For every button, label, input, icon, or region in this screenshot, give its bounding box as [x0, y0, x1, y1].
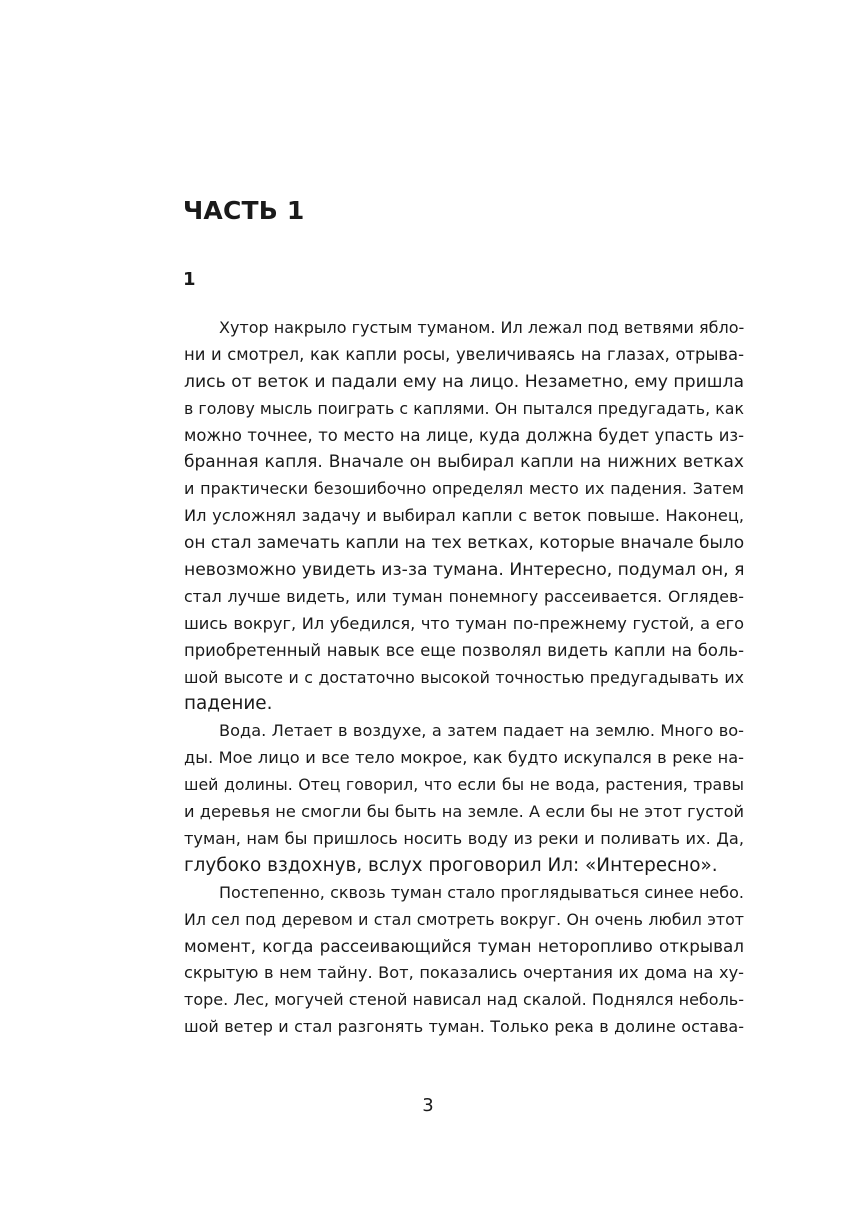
text-line: лись от веток и падали ему на лицо. Незаметно, ему пришла [184, 371, 744, 392]
page-number: 3 [422, 1095, 434, 1116]
text-line: в голову мысль поиграть с каплями. Он пытался предугадать, как [184, 398, 744, 418]
text-line: скрытую в нем тайну. Вот, показались очертания их дома на ху- [184, 963, 744, 983]
paragraph-1 [149, 315, 744, 718]
text-line: можно точнее, то место на лице, куда должна будет упасть из- [184, 425, 744, 445]
text-line: момент, когда рассеивающийся туман неторопливо открывал [184, 936, 744, 957]
paragraph-3 [149, 880, 744, 1041]
text-line: стал лучше видеть, или туман понемногу рассеивается. Оглядев- [184, 586, 744, 606]
text-line: шись вокруг, Ил убедился, что туман по-прежнему густой, а его [184, 613, 744, 633]
text-line: шой высоте и с достаточно высокой точностью предугадывать их [184, 667, 744, 687]
text-line: туман, нам бы пришлось носить воду из реки и поливать их. Да, [184, 828, 744, 848]
text-line: Хутор накрыло густым туманом. Ил лежал под ветвями ябло- [219, 318, 745, 337]
text-line: Ил сел под деревом и стал смотреть вокруг. Он очень любил этот [184, 909, 744, 929]
text-line: Постепенно, сквозь туман стало проглядываться синее небо. [219, 882, 744, 902]
text-line: ни и смотрел, как капли росы, увеличиваясь на глазах, отрыва- [184, 344, 744, 364]
text-line: ды. Мое лицо и все тело мокрое, как будто искупался в реке на- [184, 748, 744, 768]
text-line: бранная капля. Вначале он выбирал капли на нижних ветках [184, 452, 744, 473]
text-line: и деревья не смогли бы быть на земле. А если бы не этот густой [184, 802, 744, 822]
text-line: приобретенный навык все еще позволял видеть капли на боль- [184, 640, 744, 660]
text-line: и практически безошибочно определял место их падения. Затем [184, 479, 744, 499]
text-line: он стал замечать капли на тех ветках, которые вначале было [184, 533, 745, 554]
text-line: Ил усложнял задачу и выбирал капли с веток повыше. Наконец, [184, 506, 744, 526]
text-line: невозможно увидеть из-за тумана. Интересно, подумал он, я [184, 560, 745, 581]
chapter-number: 1 [183, 269, 196, 290]
text-line: торе. Лес, могучей стеной нависал над скалой. Поднялся неболь- [184, 990, 744, 1010]
text-line: падение. [184, 693, 273, 715]
paragraph-2 [149, 718, 744, 879]
text-line: Вода. Летает в воздухе, а затем падает на землю. Много во- [219, 721, 744, 741]
part-title: ЧАСТЬ 1 [183, 196, 305, 225]
body-text [149, 315, 744, 1041]
text-line: шой ветер и стал разгонять туман. Только река в долине остава- [184, 1017, 744, 1037]
text-line: шей долины. Отец говорил, что если бы не вода, растения, травы [184, 775, 744, 795]
text-line: глубоко вздохнув, вслух проговорил Ил: «Интересно». [184, 854, 718, 876]
